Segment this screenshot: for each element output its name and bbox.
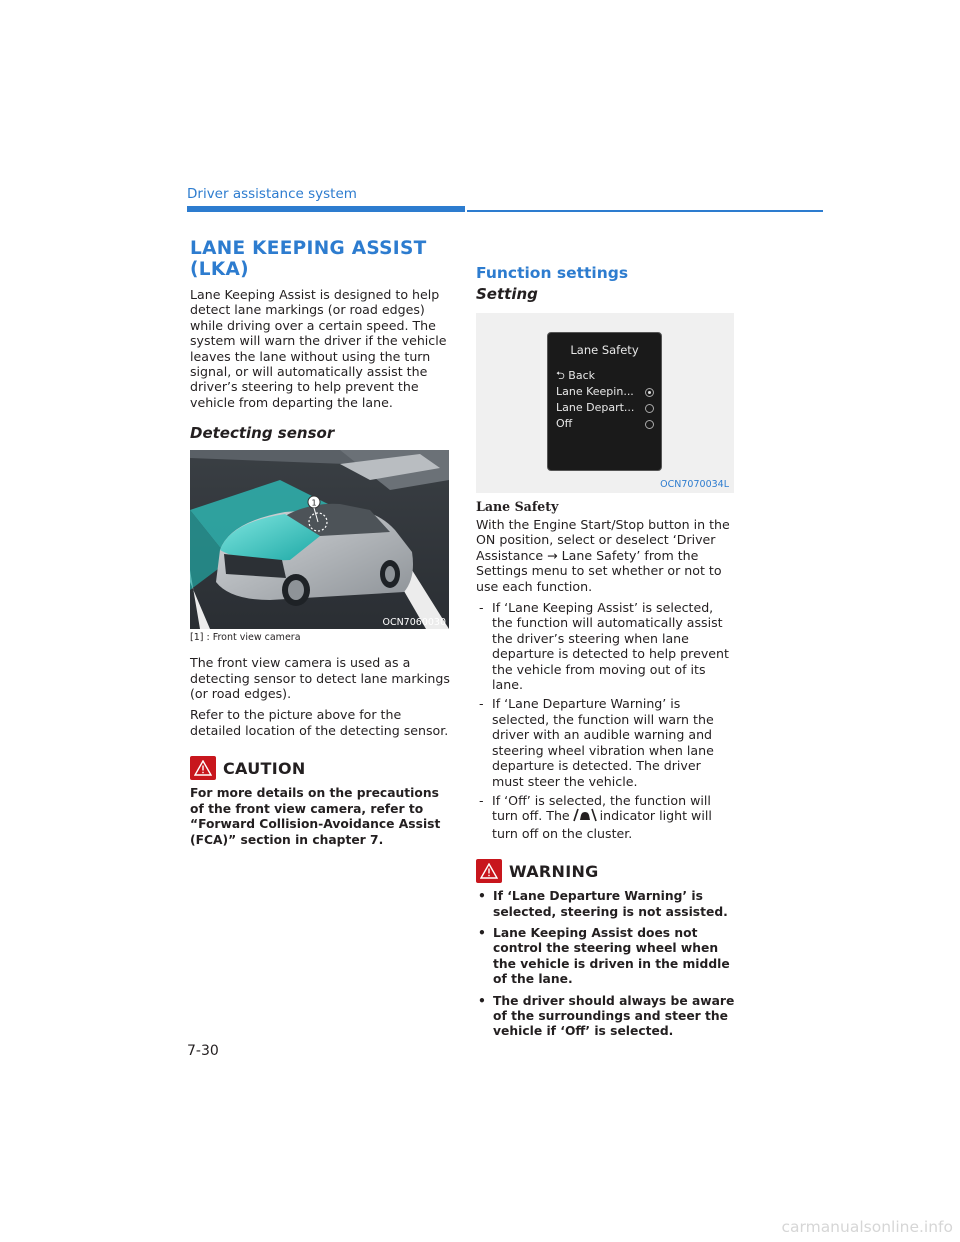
setting-heading: Setting — [476, 285, 538, 303]
warning-header — [476, 859, 736, 883]
page-number: 7-30 — [187, 1043, 219, 1059]
screen-option-off: Off — [556, 417, 573, 430]
list-item: - If ‘Lane Departure Warning’ is selected, the function will warn the driver with an audible warning and steering wheel vibration when lane departure is detected. The driver must steer the vehicle. — [476, 696, 736, 788]
screen-option-lane-departure: Lane Depart... — [556, 401, 635, 414]
screen-title: Lane Safety — [570, 343, 639, 357]
list-item: • If ‘Lane Departure Warning’ is selected, steering is not assisted. — [476, 889, 736, 920]
lka-intro: Lane Keeping Assist is designed to help detect lane markings (or road edges) while driving over a certain speed. The system will warn the driver if the vehicle leaves the lane without using the turn signal, or will automatically assist the driver’s steering to help prevent the vehicle from departing the lane. — [190, 287, 447, 410]
radio-selected-icon — [645, 388, 654, 397]
cluster-screen-figure — [476, 313, 734, 493]
detecting-sensor-heading: Detecting sensor — [190, 424, 335, 443]
lane-safety-options-list — [476, 600, 736, 841]
radio-empty-icon — [645, 420, 654, 429]
caution-header — [190, 756, 455, 780]
warning-label: WARNING — [509, 861, 599, 881]
watermark: carmanualsonline.info — [781, 1218, 953, 1236]
lane-safety-intro: With the Engine Start/Stop button in the ON position, select or deselect ‘Driver Assistance → Lane Safety’ from the Settings menu to set whether or not to use each function. — [476, 517, 730, 594]
figure-code-right: OCN7070034L — [660, 479, 729, 490]
list-item: - If ‘Lane Keeping Assist’ is selected, the function will automatically assist the driver’s steering when lane departure is detected to help prevent the vehicle from moving out of its lane. — [476, 600, 736, 692]
sensor-description: The front view camera is used as a detecting sensor to detect lane markings (or road edges). — [190, 655, 450, 702]
off-item-text-before: If ‘Off’ is selected, the function will turn off. The — [492, 792, 711, 824]
function-settings-heading: Function settings — [476, 264, 629, 282]
caution-text: For more details on the precautions of the front view camera, refer to “Forward Collision-Avoidance Assist (FCA)” section in chapter 7. — [190, 786, 441, 847]
list-item — [476, 793, 736, 841]
figure-caption: [1] : Front view camera — [190, 632, 301, 644]
warning-icon — [476, 859, 502, 883]
sensor-location-note: Refer to the picture above for the detailed location of the detecting sensor. — [190, 707, 449, 738]
caution-warning-icon — [190, 756, 216, 780]
car-camera-illustration — [190, 450, 449, 629]
section-title: Driver assistance system — [187, 186, 357, 202]
list-item: • The driver should always be aware of the surroundings and steer the vehicle if ‘Off’ is selected. — [476, 994, 736, 1040]
cluster-display — [547, 332, 662, 471]
screen-back-item: ⮌ Back — [556, 369, 596, 382]
car-illustration-graphic — [190, 450, 449, 629]
header-rule-thick — [187, 206, 465, 212]
radio-empty-icon — [645, 404, 654, 413]
off-item-text-after: indicator light will turn off on the cluster. — [492, 808, 712, 841]
header-rule-thin — [467, 210, 823, 212]
lka-heading: LANE KEEPING ASSIST (LKA) — [190, 238, 427, 280]
caution-label: CAUTION — [223, 758, 306, 778]
warning-list — [476, 889, 736, 1040]
lane-assist-indicator-icon — [572, 808, 598, 825]
lane-safety-heading: Lane Safety — [476, 499, 559, 514]
camera-callout-number: 1 — [311, 498, 317, 508]
list-item: • Lane Keeping Assist does not control the steering wheel when the vehicle is driven in the middle of the lane. — [476, 926, 736, 988]
screen-option-lane-keeping: Lane Keepin... — [556, 385, 634, 398]
right-column — [476, 264, 736, 1046]
left-column — [190, 238, 455, 848]
figure-code-left: OCN7060030 — [382, 617, 446, 629]
